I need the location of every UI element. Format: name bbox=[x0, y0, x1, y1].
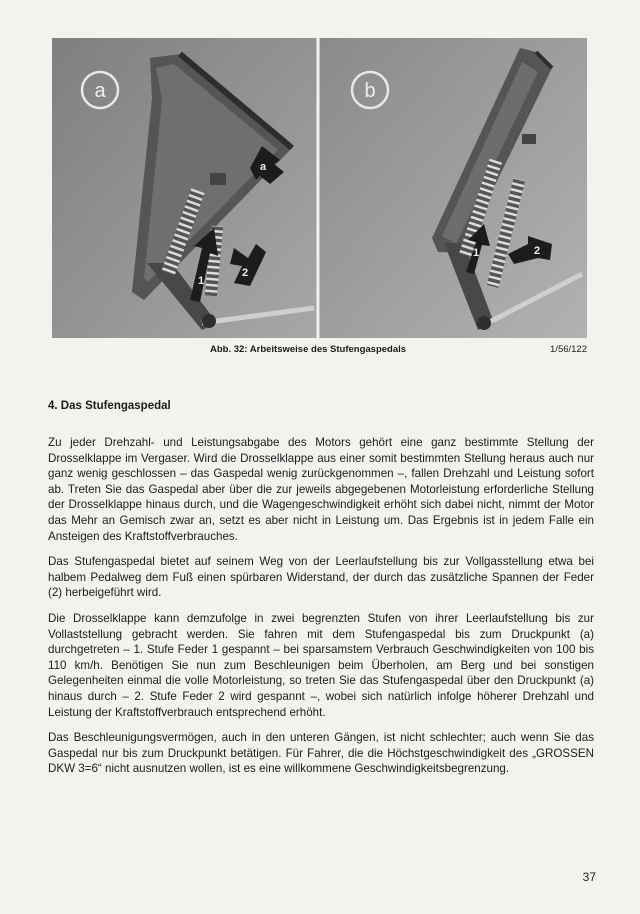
paragraph-4: Das Beschleunigungsvermögen, auch in den unteren Gängen, ist nicht schlechter; auch wenn Sie das Gaspedal nur bis zum Druckpunkt betätigen. Für Fahrer, die die Höchstgeschwindigkeit des „GROSSEN DKW 3=6“ nicht ausnutzen wollen, ist es eine willkommene Geschwindigkeitsbegrenzung. bbox=[48, 731, 594, 776]
body-text bbox=[48, 435, 594, 787]
section-heading: 4. Das Stufengaspedal bbox=[48, 400, 171, 412]
arrow-1-b-label: 1 bbox=[473, 247, 480, 259]
paragraph-3: Die Drosselklappe kann demzufolge in zwei begrenzten Stufen von ihrer Leerlaufstellung bis zur Vollaststellung gebracht werden. Sie fahren mit dem Stufengaspedal bis zum Druckpunkt (a) durchgetreten – 1. Stufe Feder 1 gespannt – bei sparsamstem Verbrauch Geschwindigkeiten von 100 bis 110 km/h. Benötigen Sie nun zum Beschleunigen beim Überholen, am Berg und bei sonstigen Gelegenheiten einmal die volle Motorleistung, so treten Sie das Stufengaspedal über den Druckpunkt (a) hinaus durch – 2. Stufe Feder 2 wird gespannt –, wobei sich natürlich infolge höherer Drehzahl und Leistung der Kraftstoffverbrauch entsprechend erhöht. bbox=[48, 611, 594, 719]
panel-b bbox=[320, 38, 587, 338]
paragraph-2: Das Stufengaspedal bietet auf seinem Weg von der Leerlaufstellung bis zur Vollgasstellung etwa bei halbem Pedalweg dem Fuß einen spürbaren Widerstand, der durch das zusätzliche Spannen der Feder (2) herbeigeführt wird. bbox=[48, 555, 594, 600]
figure-photo bbox=[52, 38, 587, 338]
arrow-2-b-label: 2 bbox=[534, 245, 541, 257]
arrow-2-a-label: 2 bbox=[242, 267, 249, 279]
panel-a bbox=[52, 38, 318, 338]
panel-a-label: a bbox=[94, 80, 106, 102]
panel-b-label: b bbox=[364, 80, 376, 102]
figure-code: 1/56/122 bbox=[550, 344, 587, 355]
callout-label: a bbox=[260, 161, 267, 173]
caption-title: Abb. 32: Arbeitsweise des Stufengaspedals bbox=[210, 344, 407, 355]
paragraph-1: Zu jeder Drehzahl- und Leistungsabgabe des Motors gehört eine ganz bestimmte Stellung der Drosselklappe im Vergaser. Wird die Drosselklappe aus einer somit bestimmten Stellung heraus auch nur ganz wenig geschlossen – das Gaspedal wenig zurückgenommen –, fallen Drehzahl und Leistung sofort ab. Treten Sie das Gaspedal aber über die zur jeweils abgegebenen Motorleistung erforderliche Stellung der Drosselklappe hinaus durch, und die Wagengeschwindigkeit erhöht sich dabei nicht, nimmt der Motor das Mehr an Gemisch zwar an, setzt es aber nicht in Leistung um. Das Ergebnis ist in jedem Falle ein Ansteigen des Kraftstoffverbrauches. bbox=[48, 436, 594, 543]
arrow-1-a-label: 1 bbox=[198, 275, 205, 287]
page-number: 37 bbox=[582, 870, 596, 884]
figure-caption bbox=[52, 344, 587, 358]
